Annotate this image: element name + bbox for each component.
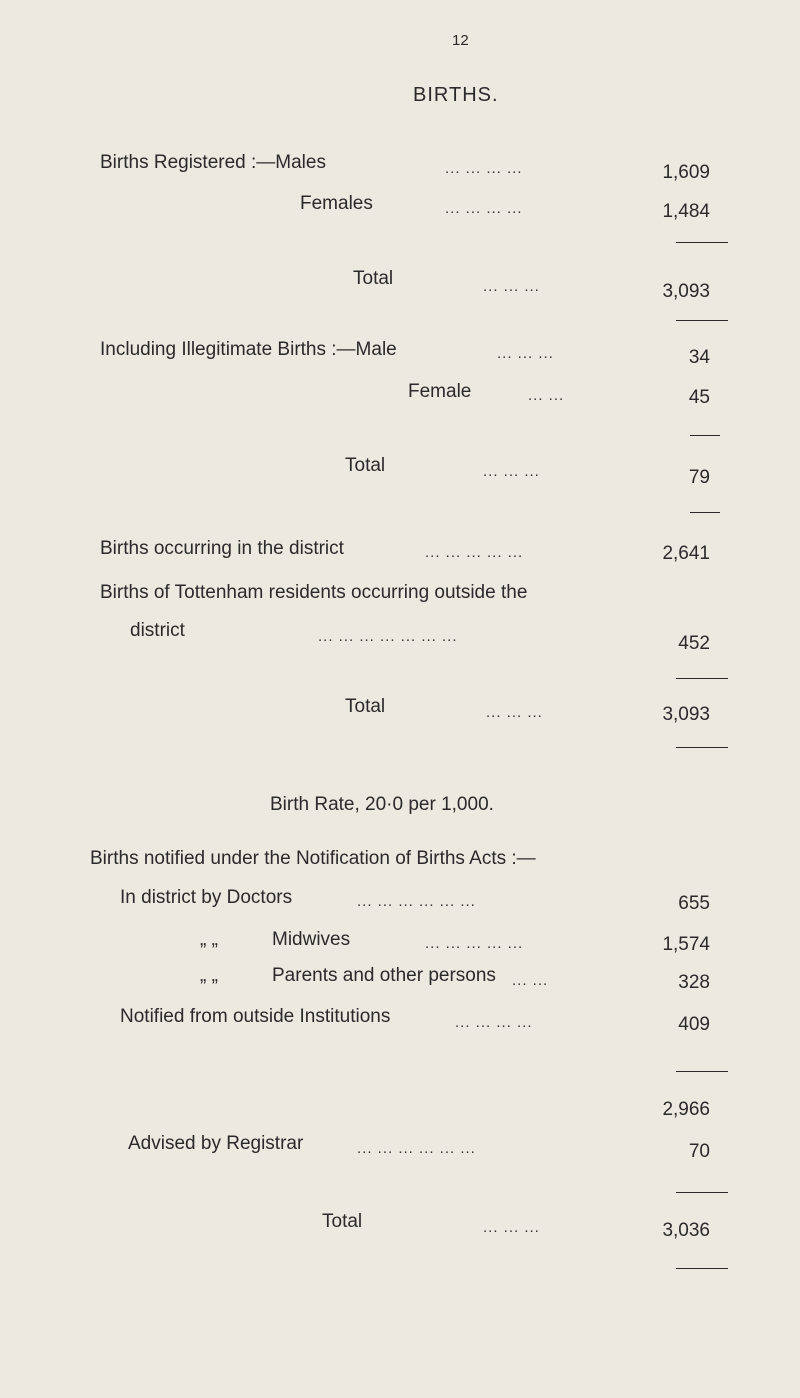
outside-district-label-line2: district <box>130 620 185 641</box>
leader-dots: ... ... ... <box>483 463 540 480</box>
rule <box>690 512 720 513</box>
leader-dots: ... ... ... <box>483 1219 540 1236</box>
page-number: 12 <box>452 32 469 49</box>
illegitimate-male-value: 34 <box>688 347 710 368</box>
illegitimate-total-label: Total <box>345 455 386 476</box>
page-title: BIRTHS. <box>413 84 499 106</box>
notified-total-label: Total <box>322 1211 363 1232</box>
leader-dots: ... ... ... ... <box>455 1014 533 1031</box>
rule <box>676 242 728 243</box>
notified-total-value: 3,036 <box>662 1220 710 1241</box>
notified-midwives-value: 1,574 <box>662 934 710 955</box>
notified-heading: Births notified under the Notification of Births Acts :— <box>90 848 536 869</box>
notified-parents-value: 328 <box>678 972 710 993</box>
leader-dots: ... ... <box>528 387 565 404</box>
leader-dots: ... ... ... ... ... <box>425 935 524 952</box>
notified-institutions-label: Notified from outside Institutions <box>120 1006 391 1027</box>
registered-females-label: Females <box>300 193 373 214</box>
leader-dots: ... ... ... <box>486 704 543 721</box>
outside-district-label-line1: Births of Tottenham residents occurring outside the <box>100 582 528 603</box>
leader-dots: ... ... ... ... <box>445 200 523 217</box>
rule <box>676 747 728 748</box>
notified-parents-label: Parents and other persons <box>272 965 496 986</box>
illegitimate-male-label: Including Illegitimate Births :—Male <box>100 339 397 360</box>
leader-dots: ... ... ... <box>483 278 540 295</box>
leader-dots: ... ... ... ... ... <box>425 544 524 561</box>
registered-males-label: Births Registered :—Males <box>100 152 326 173</box>
leader-dots: ... ... <box>512 972 549 989</box>
illegitimate-total-value: 79 <box>688 467 710 488</box>
notified-institutions-value: 409 <box>678 1014 710 1035</box>
notified-doctors-label: In district by Doctors <box>120 887 293 908</box>
illegitimate-female-label: Female <box>408 381 472 402</box>
registrar-label: Advised by Registrar <box>128 1133 304 1154</box>
rule <box>690 435 720 436</box>
occurrence-total-value: 3,093 <box>662 704 710 725</box>
occurrence-total-label: Total <box>345 696 386 717</box>
registered-total-label: Total <box>353 268 394 289</box>
rule <box>676 1192 728 1193</box>
notified-doctors-value: 655 <box>678 893 710 914</box>
leader-dots: ... ... ... ... <box>445 160 523 177</box>
leader-dots: ... ... ... ... ... ... <box>357 893 476 910</box>
illegitimate-female-value: 45 <box>688 387 710 408</box>
in-district-value: 2,641 <box>662 543 710 564</box>
registered-males-value: 1,609 <box>662 162 710 183</box>
rule <box>676 1268 728 1269</box>
leader-dots: ... ... ... ... ... ... <box>357 1140 476 1157</box>
leader-dots: ... ... ... <box>497 345 554 362</box>
in-district-label: Births occurring in the district <box>100 538 344 559</box>
birth-rate: Birth Rate, 20·0 per 1,000. <box>270 794 494 815</box>
rule <box>676 320 728 321</box>
rule <box>676 678 728 679</box>
leader-dots: ... ... ... ... ... ... ... <box>318 628 458 645</box>
rule <box>676 1071 728 1072</box>
registered-total-value: 3,093 <box>662 281 710 302</box>
registered-females-value: 1,484 <box>662 201 710 222</box>
notified-subtotal-value: 2,966 <box>662 1099 710 1120</box>
notified-midwives-label: Midwives <box>272 929 351 950</box>
outside-district-value: 452 <box>678 633 710 654</box>
registrar-value: 70 <box>688 1141 710 1162</box>
ditto-marks: „ „ <box>200 929 218 950</box>
ditto-marks: „ „ <box>200 965 218 986</box>
